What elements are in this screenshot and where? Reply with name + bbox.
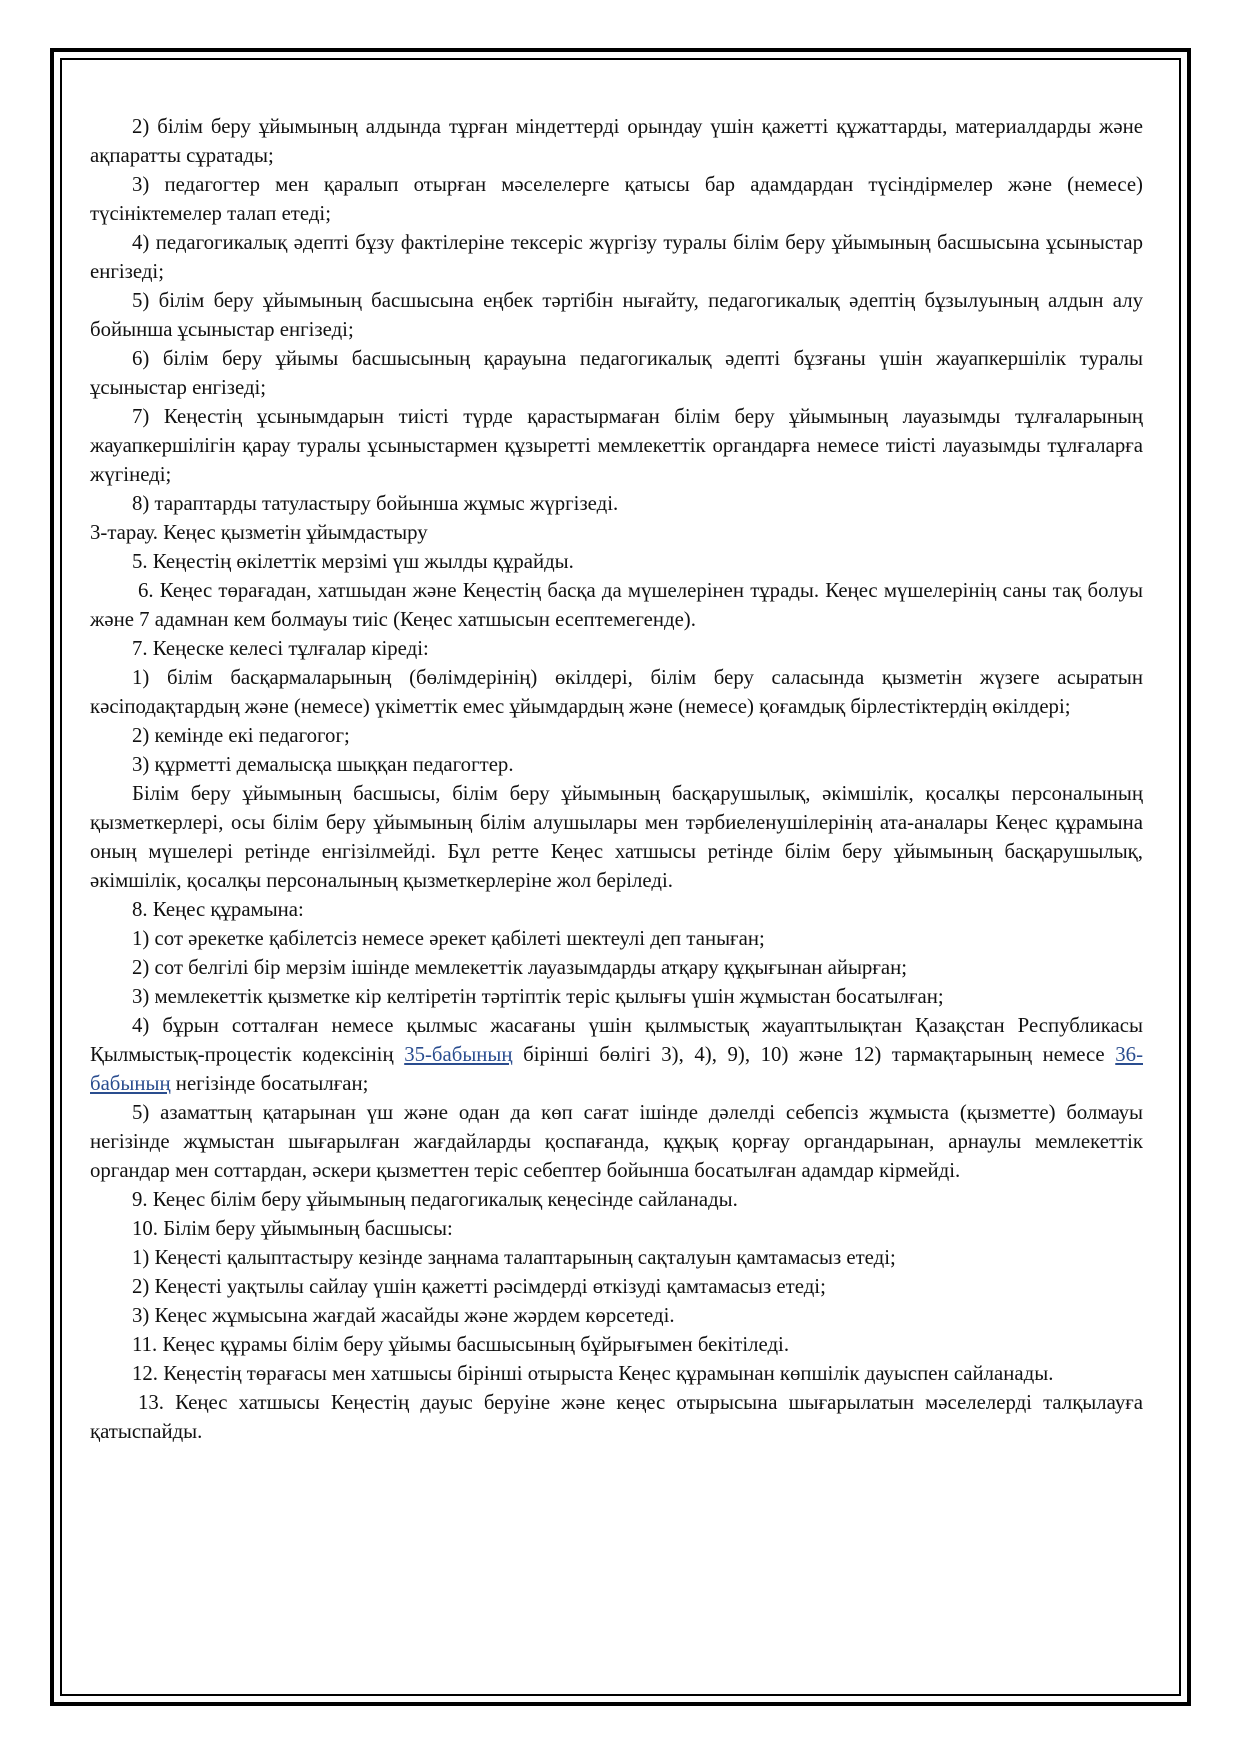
list-item: 1) Кеңесті қалыптастыру кезінде заңнама талаптарының сақталуын қамтамасыз етеді;: [132, 1246, 896, 1269]
list-item: 2) сот белгілі бір мерзім ішінде мемлекеттік лауазымдарды атқару құқығынан айырған;: [132, 956, 907, 979]
list-item: 3) Кеңес жұмысына жағдай жасайды және жәрдем көрсетеді.: [132, 1304, 675, 1327]
list-item: 2) білім беру ұйымының алдында тұрған міндеттерді орындау үшін қажетті құжаттарды, материалдарды және ақпаратты сұратады;: [90, 115, 1143, 167]
list-item: 2) Кеңесті уақтылы сайлау үшін қажетті рәсімдерді өткізуді қамтамасыз етеді;: [132, 1275, 826, 1298]
list-item: 7) Кеңестің ұсынымдарын тиісті түрде қарастырмаған білім беру ұйымының лауазымды тұлғаларының жауапкершілігін қарау туралы ұсыныстармен құзыретті мемлекеттік органдарға немесе тиісті лауазымды тұлғаларға жүгінеді;: [90, 405, 1143, 486]
paragraph: 10. Білім беру ұйымының басшысы:: [132, 1217, 453, 1240]
list-item: 5) білім беру ұйымының басшысына еңбек тәртібін нығайту, педагогикалық әдептің бұзылуының алдын алу бойынша ұсыныстар енгізеді;: [90, 289, 1143, 341]
paragraph: 5. Кеңестің өкілеттік мерзімі үш жылды құрайды.: [132, 550, 574, 573]
list-item: 3) мемлекеттік қызметке кір келтіретін тәртіптік теріс қылығы үшін жұмыстан босатылған;: [132, 985, 944, 1008]
list-item-text: бірінші бөлігі 3), 4), 9), 10) және 12) тармақтарының немесе: [512, 1043, 1116, 1066]
list-item: [90, 1011, 1143, 1098]
list-item: 3) құрметті демалысқа шыққан педагогтер.: [132, 753, 514, 776]
section-heading: 3-тарау. Кеңес қызметін ұйымдастыру: [90, 521, 428, 544]
paragraph: 13. Кеңес хатшысы Кеңестің дауыс беруіне және кеңес отырысына шығарылатын мәселелерді талқылауға қатыспайды.: [90, 1391, 1143, 1443]
paragraph: 12. Кеңестің төрағасы мен хатшысы бірінші отырыста Кеңес құрамынан көпшілік дауыспен сайланады.: [132, 1362, 1054, 1385]
list-item: 8) тараптарды татуластыру бойынша жұмыс жүргізеді.: [132, 492, 619, 515]
list-item: 2) кемінде екі педагогог;: [132, 724, 350, 747]
list-item-text: негізінде босатылған;: [170, 1072, 369, 1095]
paragraph: 7. Кеңеске келесі тұлғалар кіреді:: [132, 637, 429, 660]
paragraph: Білім беру ұйымының басшысы, білім беру ұйымының басқарушылық, әкімшілік, қосалқы персоналының қызметкерлері, осы білім беру ұйымының білім алушылары мен тәрбиеленушілерінің ата-аналары Кеңес құрамына оның мүшелері ретінде енгізілмейді. Бұл ретте Кеңес хатшысы ретінде білім беру ұйымының басқарушылық, әкімшілік, қосалқы персоналының қызметкерлеріне жол беріледі.: [90, 782, 1143, 892]
list-item: 1) сот әрекетке қабілетсіз немесе әрекет қабілеті шектеулі деп таныған;: [132, 927, 765, 950]
article-35-link[interactable]: 35-бабының: [404, 1043, 513, 1066]
paragraph: 6. Кеңес төрағадан, хатшыдан және Кеңестің басқа да мүшелерінен тұрады. Кеңес мүшелерінің саны тақ болуы және 7 адамнан кем болмауы тиіс (Кеңес хатшысын есептемегенде).: [90, 579, 1143, 631]
list-item: 4) педагогикалық әдепті бұзу фактілеріне тексеріс жүргізу туралы білім беру ұйымының басшысына ұсыныстар енгізеді;: [90, 231, 1143, 283]
paragraph: 11. Кеңес құрамы білім беру ұйымы басшысының бұйрығымен бекітіледі.: [132, 1333, 790, 1356]
paragraph: 9. Кеңес білім беру ұйымының педагогикалық кеңесінде сайланады.: [132, 1188, 738, 1211]
list-item: 1) білім басқармаларының (бөлімдерінің) өкілдері, білім беру саласында қызметін жүзеге асыратын кәсіподақтардың және (немесе) үкіметтік емес ұйымдардың және (немесе) қоғамдық бірлестіктердің өкілдері;: [90, 666, 1143, 718]
list-item-text: 4) бұрын сотталған немесе қылмыс жасағаны үшін қылмыстық жауаптылықтан Қазақстан Республикасы Қылмыстық-процестік кодексінің: [90, 1014, 1143, 1066]
article-36-link[interactable]: 36-бабының: [90, 1043, 1143, 1095]
list-item: 5) азаматтың қатарынан үш және одан да көп сағат ішінде дәлелді себепсіз жұмыста (қызметте) болмауы негізінде жұмыстан шығарылған жағдайларды қоспағанда, құқық қорғау органдарынан, арнаулы мемлекеттік органдар мен соттардан, әскери қызметтен теріс себептер бойынша босатылған адамдар кірмейді.: [90, 1101, 1143, 1182]
document-body: [90, 112, 1143, 1446]
paragraph: 8. Кеңес құрамына:: [132, 898, 304, 921]
list-item: 6) білім беру ұйымы басшысының қарауына педагогикалық әдепті бұзғаны үшін жауапкершілік туралы ұсыныстар енгізеді;: [90, 347, 1143, 399]
list-item: 3) педагогтер мен қаралып отырған мәселелерге қатысы бар адамдардан түсіндірмелер және (немесе) түсініктемелер талап етеді;: [90, 173, 1143, 225]
